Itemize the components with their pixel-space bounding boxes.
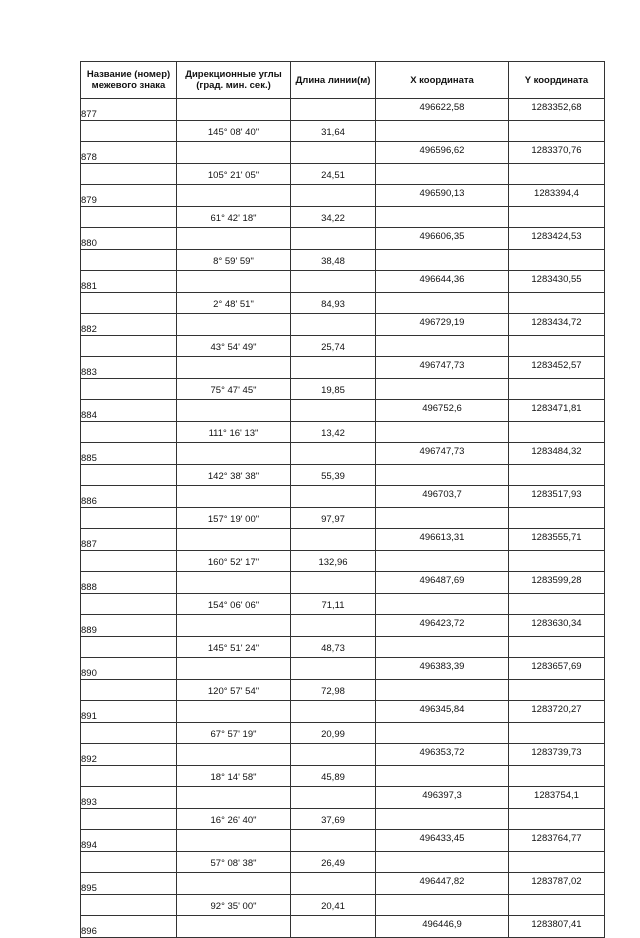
cell-y: 1283517,93 xyxy=(509,486,605,508)
cell-empty xyxy=(291,400,376,422)
cell-bearing: 75° 47' 45" xyxy=(177,379,291,400)
cell-length: 34,22 xyxy=(291,207,376,228)
table-row-segment xyxy=(81,680,605,701)
cell-mark-name: 882 xyxy=(81,314,177,336)
cell-empty xyxy=(376,680,509,701)
cell-y: 1283739,73 xyxy=(509,744,605,766)
cell-length: 19,85 xyxy=(291,379,376,400)
cell-x: 496703,7 xyxy=(376,486,509,508)
table-row-segment xyxy=(81,422,605,443)
table-row-point xyxy=(81,701,605,723)
cell-length: 37,69 xyxy=(291,809,376,830)
cell-empty xyxy=(291,486,376,508)
cell-empty xyxy=(376,336,509,357)
cell-length: 31,64 xyxy=(291,121,376,142)
header-length: Длина линии(м) xyxy=(291,62,376,99)
cell-empty xyxy=(509,508,605,529)
table-row-segment xyxy=(81,379,605,400)
cell-empty xyxy=(291,572,376,594)
table-row-segment xyxy=(81,551,605,572)
cell-x: 496644,36 xyxy=(376,271,509,293)
cell-length: 38,48 xyxy=(291,250,376,271)
cell-mark-name: 883 xyxy=(81,357,177,379)
cell-empty xyxy=(81,551,177,572)
cell-x: 496752,6 xyxy=(376,400,509,422)
cell-y: 1283484,32 xyxy=(509,443,605,465)
cell-empty xyxy=(81,852,177,873)
cell-empty xyxy=(177,185,291,207)
cell-x: 496606,35 xyxy=(376,228,509,250)
cell-empty xyxy=(376,766,509,787)
cell-empty xyxy=(509,723,605,744)
cell-x: 496747,73 xyxy=(376,443,509,465)
cell-y: 1283657,69 xyxy=(509,658,605,680)
cell-empty xyxy=(177,228,291,250)
cell-mark-name: 889 xyxy=(81,615,177,637)
cell-bearing: 145° 08' 40" xyxy=(177,121,291,142)
table-row-point xyxy=(81,443,605,465)
table-header-row xyxy=(81,62,605,99)
cell-mark-name: 888 xyxy=(81,572,177,594)
cell-mark-name: 877 xyxy=(81,99,177,121)
table-row-point xyxy=(81,314,605,336)
cell-empty xyxy=(177,873,291,895)
table-row-segment xyxy=(81,465,605,486)
cell-empty xyxy=(177,916,291,938)
table-row-segment xyxy=(81,594,605,615)
cell-bearing: 8° 59' 59" xyxy=(177,250,291,271)
cell-y: 1283394,4 xyxy=(509,185,605,207)
cell-empty xyxy=(509,852,605,873)
table-row-point xyxy=(81,486,605,508)
cell-x: 496747,73 xyxy=(376,357,509,379)
table-row-point xyxy=(81,142,605,164)
table-row-segment xyxy=(81,809,605,830)
cell-empty xyxy=(509,551,605,572)
table-row-point xyxy=(81,615,605,637)
cell-empty xyxy=(376,637,509,658)
cell-empty xyxy=(81,207,177,228)
table-row-point xyxy=(81,357,605,379)
table-row-segment xyxy=(81,637,605,658)
cell-empty xyxy=(376,121,509,142)
cell-empty xyxy=(509,465,605,486)
table-row-point xyxy=(81,400,605,422)
cell-y: 1283764,77 xyxy=(509,830,605,852)
table-row-point xyxy=(81,916,605,938)
cell-mark-name: 894 xyxy=(81,830,177,852)
header-mark-name: Название (номер) межевого знака xyxy=(81,62,177,99)
cell-empty xyxy=(376,852,509,873)
cell-bearing: 111° 16' 13" xyxy=(177,422,291,443)
cell-empty xyxy=(81,121,177,142)
cell-empty xyxy=(177,701,291,723)
boundary-coordinates-table xyxy=(80,61,605,938)
cell-empty xyxy=(177,486,291,508)
cell-empty xyxy=(509,336,605,357)
cell-empty xyxy=(81,508,177,529)
cell-y: 1283555,71 xyxy=(509,529,605,551)
table-row-segment xyxy=(81,207,605,228)
cell-length: 26,49 xyxy=(291,852,376,873)
cell-mark-name: 892 xyxy=(81,744,177,766)
cell-x: 496729,19 xyxy=(376,314,509,336)
cell-length: 97,97 xyxy=(291,508,376,529)
cell-mark-name: 880 xyxy=(81,228,177,250)
cell-y: 1283430,55 xyxy=(509,271,605,293)
cell-x: 496590,13 xyxy=(376,185,509,207)
cell-mark-name: 884 xyxy=(81,400,177,422)
cell-empty xyxy=(81,465,177,486)
cell-empty xyxy=(81,250,177,271)
cell-empty xyxy=(81,422,177,443)
cell-empty xyxy=(291,271,376,293)
cell-empty xyxy=(376,422,509,443)
cell-length: 45,89 xyxy=(291,766,376,787)
cell-empty xyxy=(177,787,291,809)
cell-empty xyxy=(81,766,177,787)
cell-y: 1283787,02 xyxy=(509,873,605,895)
cell-y: 1283424,53 xyxy=(509,228,605,250)
cell-empty xyxy=(509,121,605,142)
table-row-segment xyxy=(81,121,605,142)
cell-bearing: 67° 57' 19" xyxy=(177,723,291,744)
cell-length: 24,51 xyxy=(291,164,376,185)
cell-mark-name: 891 xyxy=(81,701,177,723)
cell-mark-name: 886 xyxy=(81,486,177,508)
header-y: Y координата xyxy=(509,62,605,99)
cell-empty xyxy=(291,615,376,637)
cell-empty xyxy=(376,164,509,185)
cell-empty xyxy=(177,572,291,594)
cell-empty xyxy=(177,615,291,637)
table-row-segment xyxy=(81,895,605,916)
cell-bearing: 145° 51' 24" xyxy=(177,637,291,658)
table-row-point xyxy=(81,99,605,121)
cell-empty xyxy=(291,185,376,207)
cell-y: 1283630,34 xyxy=(509,615,605,637)
table-row-point xyxy=(81,744,605,766)
cell-empty xyxy=(376,723,509,744)
cell-empty xyxy=(81,594,177,615)
cell-length: 48,73 xyxy=(291,637,376,658)
cell-length: 55,39 xyxy=(291,465,376,486)
cell-empty xyxy=(177,830,291,852)
cell-empty xyxy=(291,99,376,121)
cell-empty xyxy=(376,594,509,615)
cell-bearing: 157° 19' 00" xyxy=(177,508,291,529)
cell-empty xyxy=(291,357,376,379)
cell-empty xyxy=(376,465,509,486)
cell-empty xyxy=(291,744,376,766)
cell-empty xyxy=(177,271,291,293)
cell-empty xyxy=(376,551,509,572)
cell-empty xyxy=(81,680,177,701)
cell-length: 84,93 xyxy=(291,293,376,314)
cell-empty xyxy=(81,293,177,314)
cell-mark-name: 890 xyxy=(81,658,177,680)
cell-bearing: 18° 14' 58" xyxy=(177,766,291,787)
cell-empty xyxy=(177,658,291,680)
table-row-segment xyxy=(81,250,605,271)
cell-empty xyxy=(177,142,291,164)
table-row-point xyxy=(81,830,605,852)
cell-empty xyxy=(81,164,177,185)
cell-empty xyxy=(291,916,376,938)
cell-empty xyxy=(291,787,376,809)
cell-y: 1283720,27 xyxy=(509,701,605,723)
cell-empty xyxy=(509,164,605,185)
cell-y: 1283452,57 xyxy=(509,357,605,379)
cell-empty xyxy=(376,207,509,228)
cell-empty xyxy=(509,637,605,658)
cell-length: 20,99 xyxy=(291,723,376,744)
cell-empty xyxy=(509,809,605,830)
cell-empty xyxy=(177,443,291,465)
cell-empty xyxy=(376,293,509,314)
cell-mark-name: 887 xyxy=(81,529,177,551)
cell-empty xyxy=(291,314,376,336)
cell-bearing: 142° 38' 38" xyxy=(177,465,291,486)
cell-mark-name: 895 xyxy=(81,873,177,895)
cell-y: 1283352,68 xyxy=(509,99,605,121)
cell-empty xyxy=(291,228,376,250)
cell-empty xyxy=(376,809,509,830)
cell-y: 1283370,76 xyxy=(509,142,605,164)
cell-x: 496613,31 xyxy=(376,529,509,551)
cell-bearing: 2° 48' 51" xyxy=(177,293,291,314)
cell-empty xyxy=(177,529,291,551)
cell-empty xyxy=(81,809,177,830)
cell-empty xyxy=(291,701,376,723)
cell-x: 496596,62 xyxy=(376,142,509,164)
cell-empty xyxy=(509,250,605,271)
cell-empty xyxy=(509,766,605,787)
header-x: X координата xyxy=(376,62,509,99)
cell-bearing: 57° 08' 38" xyxy=(177,852,291,873)
cell-empty xyxy=(376,508,509,529)
cell-y: 1283599,28 xyxy=(509,572,605,594)
cell-x: 496345,84 xyxy=(376,701,509,723)
cell-empty xyxy=(509,207,605,228)
cell-empty xyxy=(509,680,605,701)
cell-x: 496447,82 xyxy=(376,873,509,895)
table-row-point xyxy=(81,572,605,594)
cell-bearing: 154° 06' 06" xyxy=(177,594,291,615)
cell-empty xyxy=(509,379,605,400)
table-row-point xyxy=(81,658,605,680)
cell-empty xyxy=(509,293,605,314)
cell-empty xyxy=(291,830,376,852)
table-row-segment xyxy=(81,293,605,314)
header-bearing: Дирекционные углы (град. мин. сек.) xyxy=(177,62,291,99)
table-row-segment xyxy=(81,508,605,529)
table-row-point xyxy=(81,529,605,551)
table-row-segment xyxy=(81,852,605,873)
cell-x: 496383,39 xyxy=(376,658,509,680)
table-row-segment xyxy=(81,766,605,787)
cell-empty xyxy=(177,744,291,766)
cell-y: 1283471,81 xyxy=(509,400,605,422)
cell-mark-name: 881 xyxy=(81,271,177,293)
cell-x: 496622,58 xyxy=(376,99,509,121)
table-row-point xyxy=(81,787,605,809)
cell-y: 1283754,1 xyxy=(509,787,605,809)
cell-empty xyxy=(376,379,509,400)
cell-empty xyxy=(291,142,376,164)
cell-length: 132,96 xyxy=(291,551,376,572)
cell-x: 496446,9 xyxy=(376,916,509,938)
cell-empty xyxy=(376,250,509,271)
cell-bearing: 120° 57' 54" xyxy=(177,680,291,701)
cell-empty xyxy=(81,336,177,357)
cell-mark-name: 893 xyxy=(81,787,177,809)
cell-empty xyxy=(291,529,376,551)
cell-x: 496397,3 xyxy=(376,787,509,809)
cell-bearing: 160° 52' 17" xyxy=(177,551,291,572)
cell-empty xyxy=(509,422,605,443)
cell-empty xyxy=(291,443,376,465)
cell-empty xyxy=(81,637,177,658)
cell-length: 20,41 xyxy=(291,895,376,916)
cell-x: 496487,69 xyxy=(376,572,509,594)
cell-y: 1283434,72 xyxy=(509,314,605,336)
table-row-segment xyxy=(81,723,605,744)
cell-empty xyxy=(509,594,605,615)
table-row-point xyxy=(81,185,605,207)
cell-empty xyxy=(177,99,291,121)
cell-empty xyxy=(509,895,605,916)
cell-empty xyxy=(81,723,177,744)
cell-length: 13,42 xyxy=(291,422,376,443)
cell-bearing: 105° 21' 05" xyxy=(177,164,291,185)
cell-x: 496353,72 xyxy=(376,744,509,766)
table-row-point xyxy=(81,271,605,293)
cell-bearing: 61° 42' 18" xyxy=(177,207,291,228)
cell-length: 71,11 xyxy=(291,594,376,615)
cell-length: 25,74 xyxy=(291,336,376,357)
cell-bearing: 16° 26' 40" xyxy=(177,809,291,830)
cell-x: 496423,72 xyxy=(376,615,509,637)
cell-y: 1283807,41 xyxy=(509,916,605,938)
cell-bearing: 43° 54' 49" xyxy=(177,336,291,357)
cell-mark-name: 885 xyxy=(81,443,177,465)
table-row-segment xyxy=(81,336,605,357)
cell-mark-name: 896 xyxy=(81,916,177,938)
cell-empty xyxy=(81,895,177,916)
cell-empty xyxy=(177,400,291,422)
cell-mark-name: 878 xyxy=(81,142,177,164)
cell-empty xyxy=(291,873,376,895)
cell-empty xyxy=(81,379,177,400)
cell-empty xyxy=(177,357,291,379)
table-row-point xyxy=(81,228,605,250)
table-row-point xyxy=(81,873,605,895)
cell-bearing: 92° 35' 00" xyxy=(177,895,291,916)
cell-mark-name: 879 xyxy=(81,185,177,207)
table-row-segment xyxy=(81,164,605,185)
cell-empty xyxy=(291,658,376,680)
cell-empty xyxy=(376,895,509,916)
cell-empty xyxy=(177,314,291,336)
cell-x: 496433,45 xyxy=(376,830,509,852)
cell-length: 72,98 xyxy=(291,680,376,701)
